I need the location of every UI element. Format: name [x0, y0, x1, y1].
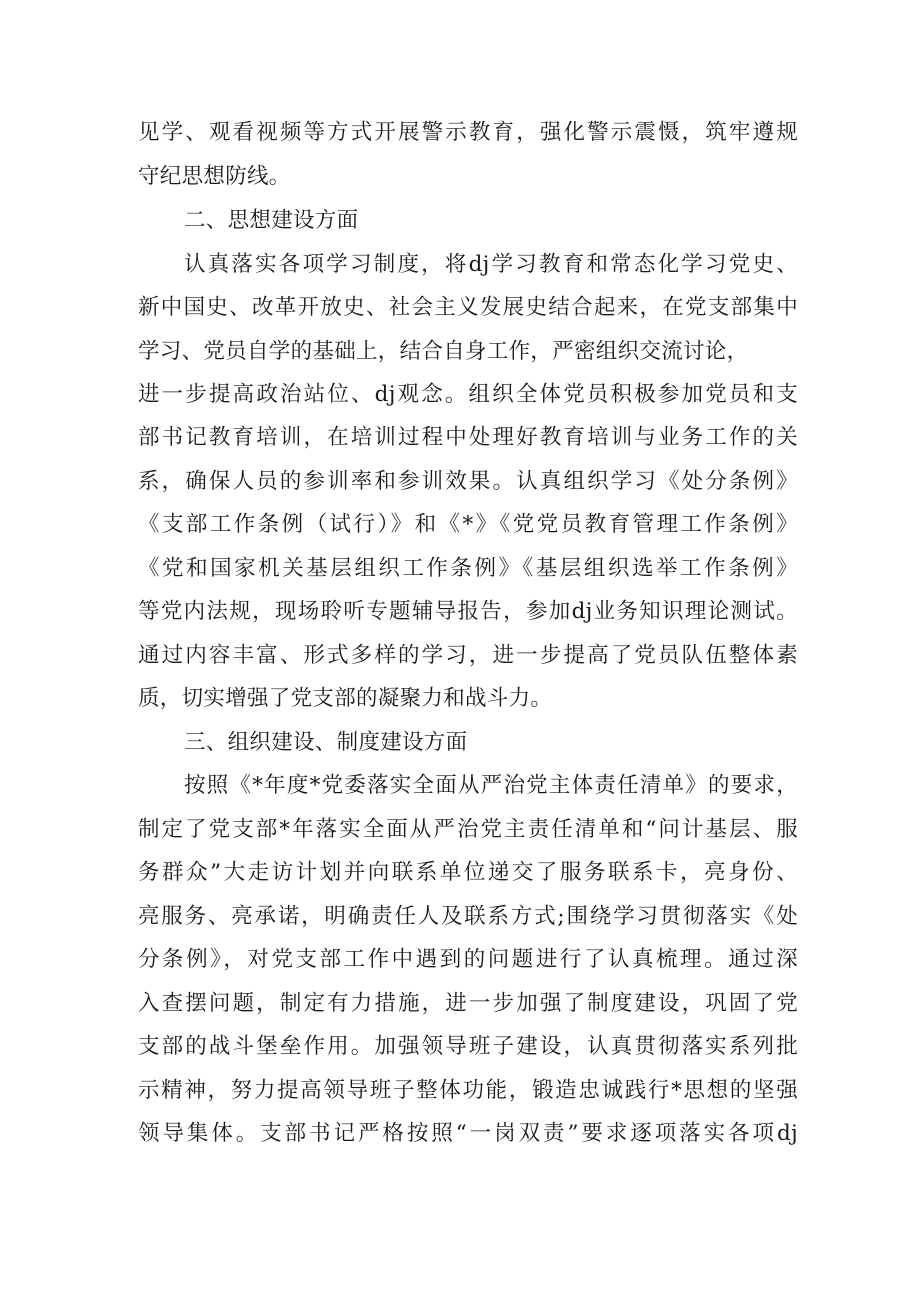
text-line: 新中国史、改革开放史、社会主义发展史结合起来，在党支部集中	[138, 295, 798, 320]
text-line: 入查摆问题，制定有力措施，进一步加强了制度建设，巩固了党	[138, 991, 798, 1016]
text-line: 等党内法规，现场聆听专题辅导报告，参加dj业务知识理论测试。	[138, 599, 798, 624]
text-line: 进一步提高政治站位、dj观念。组织全体党员积极参加党员和支	[138, 382, 798, 407]
text-line: 亮服务、亮承诺，明确责任人及联系方式;围绕学习贯彻落实《处	[138, 904, 798, 929]
text-line: 守纪思想防线。	[138, 164, 291, 189]
text-line: 学习、党员自学的基础上，结合自身工作，严密组织交流讨论，	[138, 339, 749, 364]
section-heading: 二、思想建设方面	[184, 208, 359, 233]
text-line: 认真落实各项学习制度，将dj学习教育和常态化学习党史、	[184, 252, 798, 277]
text-line: 系，确保人员的参训率和参训效果。认真组织学习《处分条例》	[138, 469, 798, 494]
section-heading: 三、组织建设、制度建设方面	[184, 730, 468, 755]
text-line: 《党和国家机关基层组织工作条例》《基层组织选举工作条例》	[138, 556, 798, 581]
text-line: 质，切实增强了党支部的凝聚力和战斗力。	[138, 686, 553, 711]
text-line: 见学、观看视频等方式开展警示教育，强化警示震慑，筑牢遵规	[138, 120, 798, 145]
text-line: 《支部工作条例（试行）》和《*》《党党员教育管理工作条例》	[138, 512, 798, 537]
text-line: 示精神，努力提高领导班子整体功能，锻造忠诚践行*思想的坚强	[138, 1078, 798, 1103]
text-line: 制定了党支部*年落实全面从严治党主责任清单和“问计基层、服	[138, 817, 798, 842]
text-line: 按照《*年度*党委落实全面从严治党主体责任清单》的要求，	[184, 773, 798, 798]
text-line: 支部的战斗堡垒作用。加强领导班子建设，认真贯彻落实系列批	[138, 1034, 798, 1059]
text-line: 务群众”大走访计划并向联系单位递交了服务联系卡，亮身份、	[138, 860, 798, 885]
text-line: 通过内容丰富、形式多样的学习，进一步提高了党员队伍整体素	[138, 643, 798, 668]
text-line: 分条例》，对党支部工作中遇到的问题进行了认真梳理。通过深	[138, 947, 798, 972]
text-line: 领导集体。支部书记严格按照“一岗双责”要求逐项落实各项dj	[138, 1121, 798, 1146]
text-line: 部书记教育培训，在培训过程中处理好教育培训与业务工作的关	[138, 425, 798, 450]
